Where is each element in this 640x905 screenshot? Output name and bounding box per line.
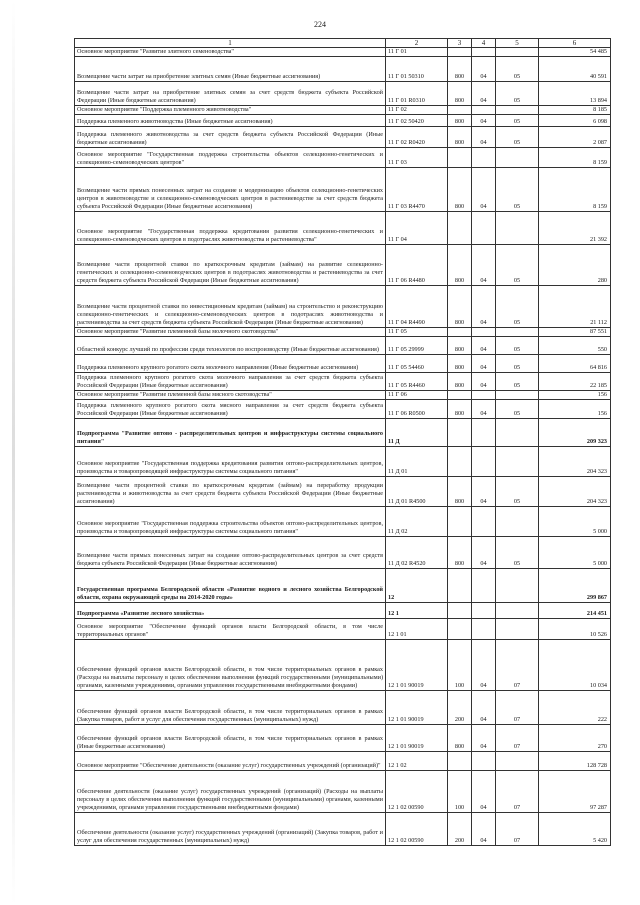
row-sum-cell: 22 185 xyxy=(539,373,611,391)
row-code-cell: 12 1 02 xyxy=(386,752,448,771)
row-name-cell: Поддержка племенного животноводства за счет средств бюджета субъекта Российской Федерации (Иные бюджетные ассигнования) xyxy=(75,127,386,148)
row-code-cell: 11 Г 04 xyxy=(386,212,448,245)
table-row xyxy=(75,337,611,355)
row-rz-cell xyxy=(472,603,496,619)
row-vr-cell xyxy=(448,507,472,537)
row-pr-cell xyxy=(496,752,539,771)
row-sum-cell: 10 526 xyxy=(539,619,611,640)
table-row xyxy=(75,419,611,447)
row-name-cell: Основное мероприятие "Обеспечение функций органов власти Белгородской области, в том числе территориальных органов" xyxy=(75,619,386,640)
table-row xyxy=(75,771,611,813)
row-code-cell: 12 xyxy=(386,569,448,603)
row-vr-cell: 800 xyxy=(448,57,472,82)
row-sum-cell: 5 420 xyxy=(539,813,611,846)
header-cell-code: 2 xyxy=(386,39,448,48)
table-row xyxy=(75,82,611,106)
row-sum-cell: 8 185 xyxy=(539,106,611,115)
row-name-cell: Основное мероприятие "Государственная поддержка кредитования развития оптово-распределительных центров, производства и товаропроводящей инфраструктуры системы социального питания" xyxy=(75,447,386,477)
table-row xyxy=(75,245,611,286)
header-cell-sum: 6 xyxy=(539,39,611,48)
row-name-cell: Областной конкурс лучший по профессии среди технологов по воспроизводству (Иные бюджетные ассигнования) xyxy=(75,337,386,355)
row-name-cell: Основное мероприятие "Обеспечение деятельности (оказание услуг) государственных учреждений (организаций)" xyxy=(75,752,386,771)
row-rz-cell: 04 xyxy=(472,640,496,691)
row-vr-cell: 800 xyxy=(448,82,472,106)
row-vr-cell: 800 xyxy=(448,373,472,391)
table-row xyxy=(75,603,611,619)
row-rz-cell xyxy=(472,569,496,603)
row-pr-cell: 05 xyxy=(496,82,539,106)
row-vr-cell: 800 xyxy=(448,537,472,569)
row-rz-cell xyxy=(472,328,496,337)
table-row xyxy=(75,537,611,569)
row-vr-cell: 200 xyxy=(448,691,472,725)
row-vr-cell xyxy=(448,619,472,640)
row-pr-cell: 05 xyxy=(496,168,539,212)
row-pr-cell: 05 xyxy=(496,537,539,569)
row-code-cell: 11 Г 01 50310 xyxy=(386,57,448,82)
row-name-cell: Обеспечение функций органов власти Белгородской области, в том числе территориальных органов в рамках (Закупка товаров, работ и услуг для обеспечения государственных (муниципальных) нужд) xyxy=(75,691,386,725)
row-code-cell: 12 1 xyxy=(386,603,448,619)
row-name-cell: Возмещение части прямых понесенных затрат на создание оптово-распределительных центров за счет средств бюджета субъекта Российской Федерации (Иные бюджетные ассигнования) xyxy=(75,537,386,569)
row-code-cell: 11 Г 06 R4480 xyxy=(386,245,448,286)
row-code-cell: 11 Г 06 xyxy=(386,391,448,400)
header-cell-pr: 5 xyxy=(496,39,539,48)
table-row xyxy=(75,373,611,391)
row-rz-cell: 04 xyxy=(472,725,496,752)
row-rz-cell xyxy=(472,752,496,771)
scan-edge-shadow xyxy=(12,0,15,905)
row-name-cell: Основное мероприятие "Поддержка племенного животноводства" xyxy=(75,106,386,115)
row-pr-cell: 07 xyxy=(496,640,539,691)
row-sum-cell: 128 728 xyxy=(539,752,611,771)
header-cell-rz: 4 xyxy=(472,39,496,48)
row-rz-cell: 04 xyxy=(472,691,496,725)
row-vr-cell: 800 xyxy=(448,355,472,373)
row-vr-cell xyxy=(448,752,472,771)
row-code-cell: 11 Г 06 R0500 xyxy=(386,400,448,419)
table-row xyxy=(75,328,611,337)
row-name-cell: Подпрограмма "Развитие оптово - распределительных центров и инфраструктуры системы социального питания" xyxy=(75,419,386,447)
row-sum-cell: 13 894 xyxy=(539,82,611,106)
row-sum-cell: 6 098 xyxy=(539,115,611,127)
row-code-cell: 12 1 01 90019 xyxy=(386,640,448,691)
row-vr-cell xyxy=(448,106,472,115)
row-sum-cell: 222 xyxy=(539,691,611,725)
row-name-cell: Поддержка племенного крупного рогатого скота молочного направления за счет средств бюджета субъекта Российской Федерации (Иные бюджетные ассигнования) xyxy=(75,373,386,391)
row-rz-cell: 04 xyxy=(472,168,496,212)
row-code-cell: 12 1 01 90019 xyxy=(386,725,448,752)
row-sum-cell: 8 159 xyxy=(539,148,611,168)
row-code-cell: 11 Г 02 50420 xyxy=(386,115,448,127)
row-code-cell: 12 1 01 90019 xyxy=(386,691,448,725)
row-vr-cell xyxy=(448,391,472,400)
row-sum-cell: 156 xyxy=(539,391,611,400)
row-rz-cell xyxy=(472,619,496,640)
row-code-cell: 11 Г 05 R4460 xyxy=(386,373,448,391)
row-vr-cell: 800 xyxy=(448,127,472,148)
row-pr-cell: 05 xyxy=(496,115,539,127)
row-code-cell: 11 Г 02 R0420 xyxy=(386,127,448,148)
row-pr-cell xyxy=(496,603,539,619)
row-pr-cell xyxy=(496,391,539,400)
row-pr-cell: 07 xyxy=(496,691,539,725)
row-rz-cell xyxy=(472,148,496,168)
row-vr-cell: 800 xyxy=(448,725,472,752)
row-rz-cell: 04 xyxy=(472,537,496,569)
row-pr-cell xyxy=(496,447,539,477)
row-rz-cell: 04 xyxy=(472,813,496,846)
row-pr-cell xyxy=(496,619,539,640)
row-vr-cell: 800 xyxy=(448,400,472,419)
row-code-cell: 11 Г 03 R4470 xyxy=(386,168,448,212)
row-rz-cell xyxy=(472,106,496,115)
row-rz-cell: 04 xyxy=(472,355,496,373)
row-rz-cell: 04 xyxy=(472,337,496,355)
row-rz-cell xyxy=(472,447,496,477)
row-vr-cell xyxy=(448,148,472,168)
row-pr-cell: 07 xyxy=(496,771,539,813)
row-sum-cell: 2 087 xyxy=(539,127,611,148)
row-pr-cell: 05 xyxy=(496,245,539,286)
row-rz-cell: 04 xyxy=(472,477,496,507)
row-sum-cell: 5 000 xyxy=(539,537,611,569)
row-pr-cell: 07 xyxy=(496,725,539,752)
table-row xyxy=(75,391,611,400)
row-name-cell: Возмещение части затрат на приобретение элитных семян за счет средств бюджета субъекта Российской Федерации (Иные бюджетные ассигнования) xyxy=(75,82,386,106)
row-name-cell: Возмещение части прямых понесенных затрат на создание и модернизацию объектов селекционно-генетических центров в животноводстве и селекционно-семеноводческих центров в растениеводстве за счет средств бюджета субъекта Российской Федерации (Иные бюджетные ассигнования) xyxy=(75,168,386,212)
row-name-cell: Обеспечение функций органов власти Белгородской области, в том числе территориальных органов в рамках (Иные бюджетные ассигнования) xyxy=(75,725,386,752)
table-row xyxy=(75,286,611,328)
row-name-cell: Основное мероприятие "Государственная поддержка кредитования развития селекционно-генетических и селекционно-семеноводческих центров в подотраслях животноводства и растениеводства" xyxy=(75,212,386,245)
row-code-cell: 11 Г 01 R0310 xyxy=(386,82,448,106)
row-pr-cell: 05 xyxy=(496,355,539,373)
row-sum-cell: 87 551 xyxy=(539,328,611,337)
row-sum-cell: 204 323 xyxy=(539,447,611,477)
header-cell-vr: 3 xyxy=(448,39,472,48)
row-sum-cell: 21 392 xyxy=(539,212,611,245)
row-vr-cell: 800 xyxy=(448,286,472,328)
row-name-cell: Основное мероприятие "Развитие элитного семеноводства" xyxy=(75,48,386,57)
row-vr-cell xyxy=(448,48,472,57)
table-row xyxy=(75,447,611,477)
row-code-cell: 11 Д xyxy=(386,419,448,447)
row-sum-cell: 209 323 xyxy=(539,419,611,447)
row-sum-cell: 10 034 xyxy=(539,640,611,691)
row-pr-cell: 05 xyxy=(496,286,539,328)
row-sum-cell: 21 112 xyxy=(539,286,611,328)
page-number: 224 xyxy=(314,20,326,29)
row-pr-cell xyxy=(496,48,539,57)
row-code-cell: 11 Г 05 29999 xyxy=(386,337,448,355)
row-rz-cell xyxy=(472,419,496,447)
row-sum-cell: 8 159 xyxy=(539,168,611,212)
row-rz-cell: 04 xyxy=(472,400,496,419)
table-row xyxy=(75,115,611,127)
table-row xyxy=(75,619,611,640)
row-rz-cell xyxy=(472,507,496,537)
table-row xyxy=(75,813,611,846)
row-name-cell: Обеспечение деятельности (оказание услуг) государственных учреждений (организаций) (Расходы на выплаты персоналу в целях обеспечения выполнения функций государственными (муниципальными) органами, казенными учреждениями, органами управления государственными внебюджетными фондами) xyxy=(75,771,386,813)
row-name-cell: Подпрограмма «Развитие лесного хозяйства» xyxy=(75,603,386,619)
row-vr-cell: 800 xyxy=(448,168,472,212)
row-code-cell: 11 Г 02 xyxy=(386,106,448,115)
row-vr-cell xyxy=(448,328,472,337)
row-sum-cell: 54 485 xyxy=(539,48,611,57)
row-rz-cell xyxy=(472,391,496,400)
row-pr-cell xyxy=(496,212,539,245)
row-rz-cell: 04 xyxy=(472,115,496,127)
row-rz-cell: 04 xyxy=(472,127,496,148)
row-code-cell: 12 1 01 xyxy=(386,619,448,640)
row-sum-cell: 270 xyxy=(539,725,611,752)
row-pr-cell: 05 xyxy=(496,373,539,391)
row-sum-cell: 214 451 xyxy=(539,603,611,619)
row-name-cell: Основное мероприятие "Государственная поддержка строительства объектов селекционно-генетических и селекционно-семеноводческих центров" xyxy=(75,148,386,168)
row-sum-cell: 156 xyxy=(539,400,611,419)
row-rz-cell: 04 xyxy=(472,57,496,82)
row-rz-cell xyxy=(472,48,496,57)
row-name-cell: Поддержка племенного крупного рогатого скота мясного направления за счет средств бюджета субъекта Российской Федерации (Иные бюджетные ассигнования) xyxy=(75,400,386,419)
table-row xyxy=(75,48,611,57)
row-name-cell: Обеспечение деятельности (оказание услуг) государственных учреждений (организаций) (Закупка товаров, работ и услуг для обеспечения государственных (муниципальных) нужд) xyxy=(75,813,386,846)
row-code-cell: 11 Д 02 R4520 xyxy=(386,537,448,569)
table-row xyxy=(75,691,611,725)
table-body xyxy=(75,48,611,846)
row-vr-cell: 100 xyxy=(448,640,472,691)
row-pr-cell: 05 xyxy=(496,57,539,82)
row-vr-cell xyxy=(448,569,472,603)
table-row xyxy=(75,168,611,212)
row-pr-cell xyxy=(496,419,539,447)
table-header-row xyxy=(75,39,611,48)
row-pr-cell: 05 xyxy=(496,127,539,148)
row-pr-cell xyxy=(496,106,539,115)
table-row xyxy=(75,725,611,752)
row-rz-cell xyxy=(472,212,496,245)
budget-table-wrapper xyxy=(74,38,611,846)
row-sum-cell: 97 287 xyxy=(539,771,611,813)
row-sum-cell: 204 323 xyxy=(539,477,611,507)
row-vr-cell: 800 xyxy=(448,115,472,127)
row-rz-cell: 04 xyxy=(472,373,496,391)
row-vr-cell xyxy=(448,419,472,447)
row-vr-cell: 800 xyxy=(448,245,472,286)
row-code-cell: 12 1 02 00590 xyxy=(386,813,448,846)
table-row xyxy=(75,400,611,419)
table-row xyxy=(75,148,611,168)
row-name-cell: Основное мероприятие "Развитие племенной базы молочного скотоводства" xyxy=(75,328,386,337)
row-pr-cell xyxy=(496,569,539,603)
row-name-cell: Обеспечение функций органов власти Белгородской области, в том числе территориальных органов в рамках (Расходы на выплаты персоналу в целях обеспечения выполнения функций государственными (муниципальными) органами, казенными учреждениями, органами управления государственными внебюджетными фондами) xyxy=(75,640,386,691)
row-vr-cell xyxy=(448,447,472,477)
row-vr-cell xyxy=(448,212,472,245)
row-vr-cell xyxy=(448,603,472,619)
row-sum-cell: 280 xyxy=(539,245,611,286)
row-vr-cell: 100 xyxy=(448,771,472,813)
row-code-cell: 11 Г 04 R4490 xyxy=(386,286,448,328)
table-row xyxy=(75,355,611,373)
row-pr-cell: 05 xyxy=(496,477,539,507)
table-row xyxy=(75,640,611,691)
row-code-cell: 11 Д 02 xyxy=(386,507,448,537)
row-pr-cell: 07 xyxy=(496,813,539,846)
row-name-cell: Возмещение части процентной ставки по краткосрочным кредитам (займам) на развитие селекционно-генетических и селекционно-семеноводческих центров в подотраслях животноводства и растениеводства за счет средств бюджета субъекта Российской Федерации (Иные бюджетные ассигнования) xyxy=(75,245,386,286)
row-vr-cell: 800 xyxy=(448,337,472,355)
row-code-cell: 12 1 02 00590 xyxy=(386,771,448,813)
row-name-cell: Возмещение части процентной ставки по краткосрочным кредитам (займам) на переработку продукции растениеводства и животноводства за счет средств бюджета субъекта Российской Федерации (Иные бюджетные ассигнования) xyxy=(75,477,386,507)
row-code-cell: 11 Д 01 R4500 xyxy=(386,477,448,507)
row-code-cell: 11 Д 01 xyxy=(386,447,448,477)
row-vr-cell: 800 xyxy=(448,477,472,507)
row-sum-cell: 64 816 xyxy=(539,355,611,373)
row-name-cell: Основное мероприятие "Государственная поддержка строительства объектов оптово-распределительных центров, производства и товаропроводящей инфраструктуры системы социального питания" xyxy=(75,507,386,537)
budget-table xyxy=(74,38,611,846)
table-row xyxy=(75,127,611,148)
row-name-cell: Поддержка племенного крупного рогатого скота молочного направления (Иные бюджетные ассигнования) xyxy=(75,355,386,373)
header-cell-name: 1 xyxy=(75,39,386,48)
row-code-cell: 11 Г 03 xyxy=(386,148,448,168)
row-pr-cell: 05 xyxy=(496,400,539,419)
row-rz-cell: 04 xyxy=(472,771,496,813)
row-code-cell: 11 Г 01 xyxy=(386,48,448,57)
row-code-cell: 11 Г 05 54460 xyxy=(386,355,448,373)
row-pr-cell: 05 xyxy=(496,337,539,355)
row-pr-cell xyxy=(496,148,539,168)
table-row xyxy=(75,507,611,537)
row-sum-cell: 299 867 xyxy=(539,569,611,603)
table-row xyxy=(75,569,611,603)
row-rz-cell: 04 xyxy=(472,245,496,286)
row-rz-cell: 04 xyxy=(472,286,496,328)
row-sum-cell: 5 000 xyxy=(539,507,611,537)
row-name-cell: Государственная программа Белгородской области «Развитие водного и лесного хозяйства Белгородской области, охрана окружающей среды на 2014-2020 годы» xyxy=(75,569,386,603)
row-name-cell: Возмещение части затрат на приобретение элитных семян (Иные бюджетные ассигнования) xyxy=(75,57,386,82)
table-row xyxy=(75,106,611,115)
row-code-cell: 11 Г 05 xyxy=(386,328,448,337)
row-name-cell: Возмещение части процентной ставки по инвестиционным кредитам (займам) на строительство и реконструкцию селекционно-генетических и селекционно-семеноводческих центров в подотраслях животноводства и растениеводства за счет средств бюджета субъекта Российской Федерации (Иные бюджетные ассигнования) xyxy=(75,286,386,328)
row-name-cell: Поддержка племенного животноводства (Иные бюджетные ассигнования) xyxy=(75,115,386,127)
table-row xyxy=(75,57,611,82)
table-row xyxy=(75,752,611,771)
table-row xyxy=(75,477,611,507)
row-pr-cell xyxy=(496,328,539,337)
table-row xyxy=(75,212,611,245)
row-rz-cell: 04 xyxy=(472,82,496,106)
row-pr-cell xyxy=(496,507,539,537)
row-vr-cell: 200 xyxy=(448,813,472,846)
row-sum-cell: 40 591 xyxy=(539,57,611,82)
row-sum-cell: 550 xyxy=(539,337,611,355)
row-name-cell: Основное мероприятие "Развитие племенной базы мясного скотоводства" xyxy=(75,391,386,400)
